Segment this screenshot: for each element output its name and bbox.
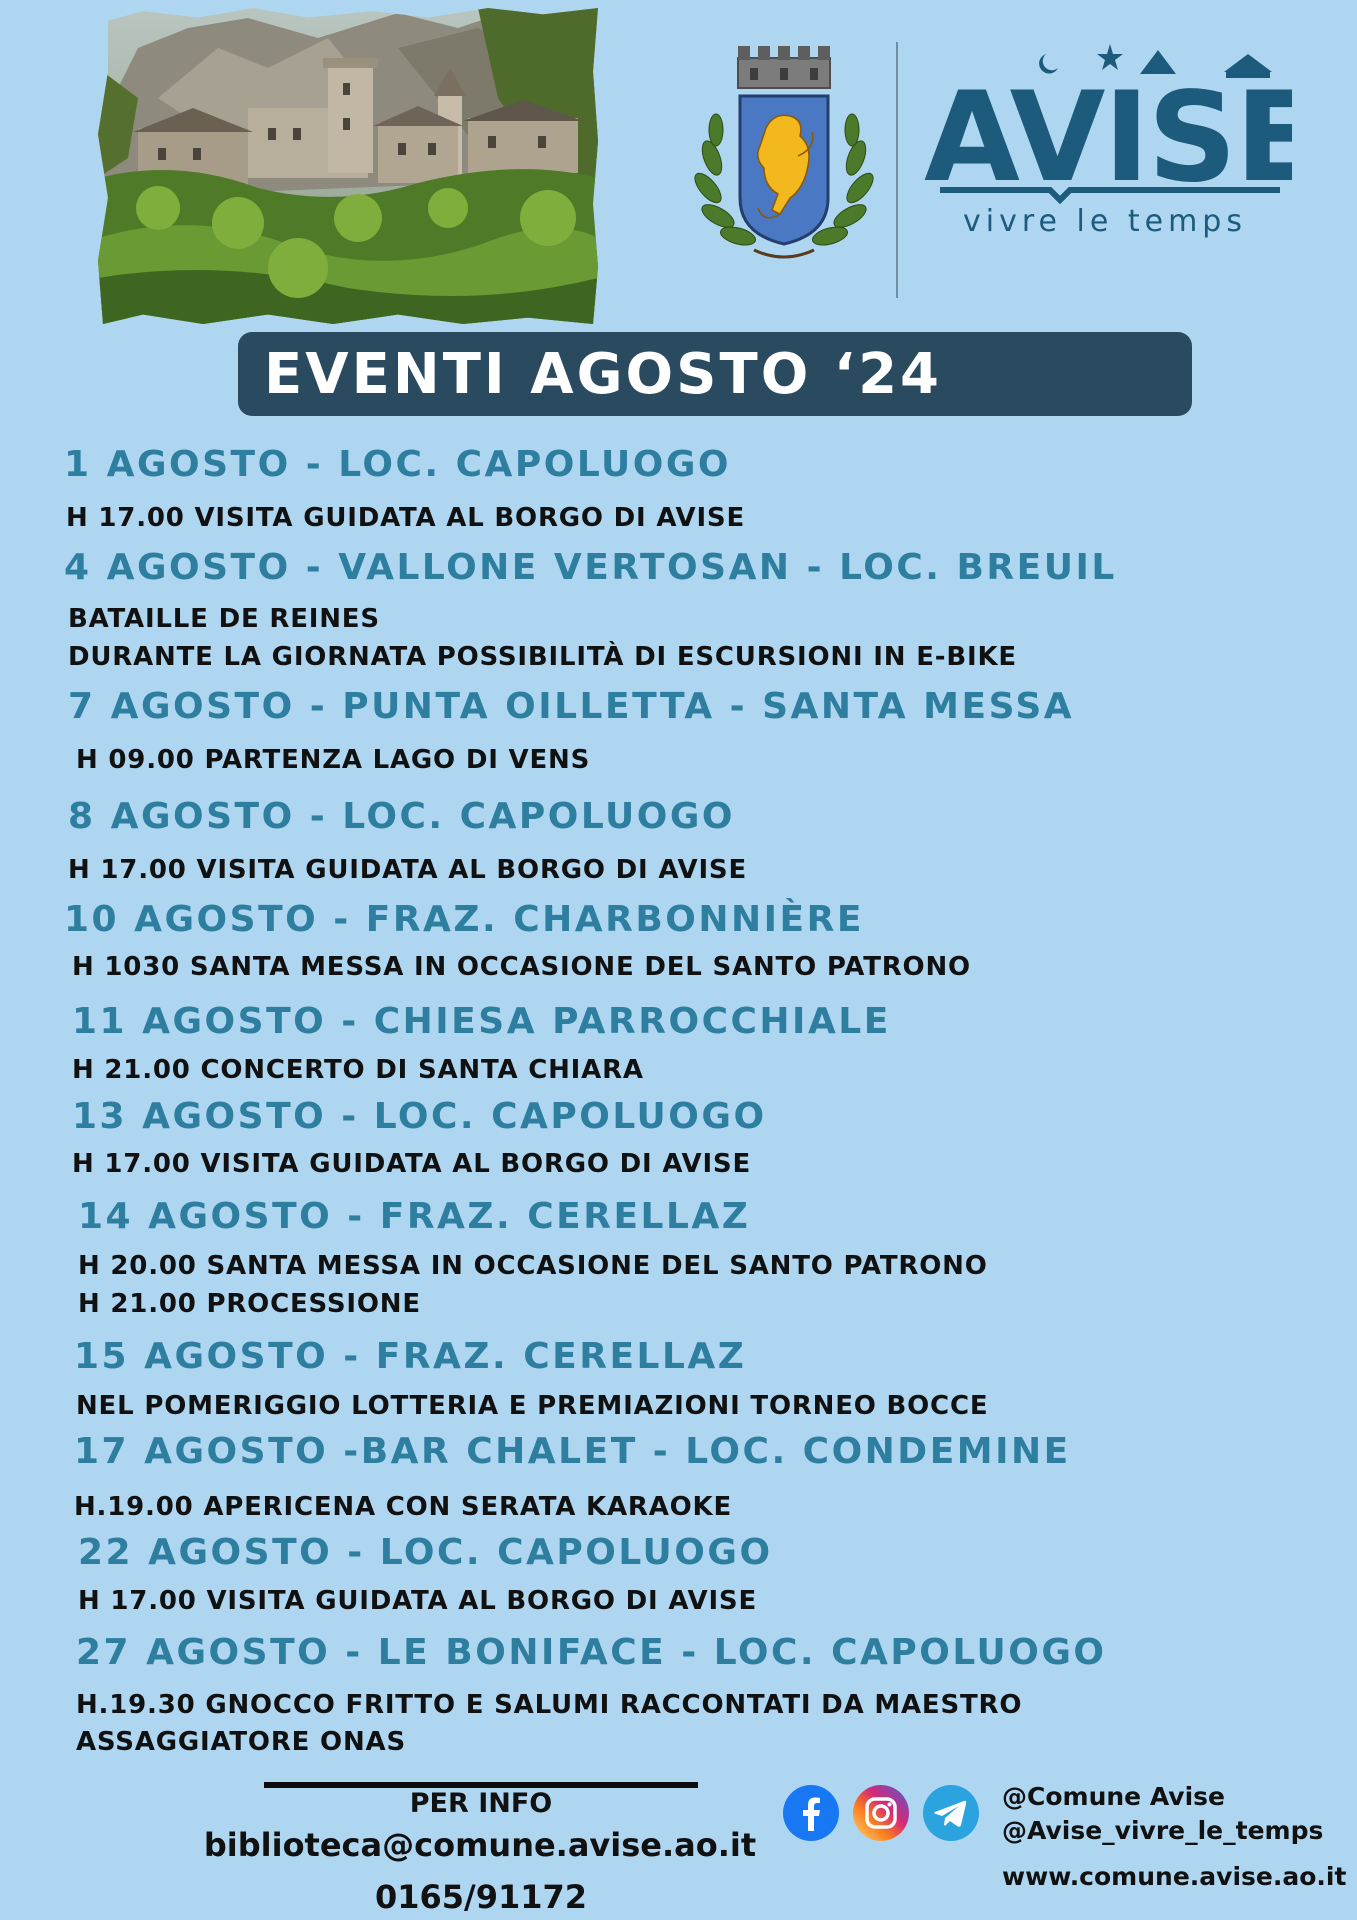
event-heading: 7 AGOSTO - PUNTA OILLETTA - SANTA MESSA <box>68 686 1075 727</box>
info-email[interactable]: biblioteca@comune.avise.ao.it <box>203 1826 757 1864</box>
event-heading: 15 AGOSTO - FRAZ. CERELLAZ <box>74 1336 747 1377</box>
instagram-handle[interactable]: @Avise_vivre_le_temps <box>1002 1816 1324 1845</box>
info-label: PER INFO <box>409 1788 553 1819</box>
event-detail: H 21.00 PROCESSIONE <box>78 1289 421 1319</box>
header-divider <box>896 42 898 298</box>
event-heading: 1 AGOSTO - LOC. CAPOLUOGO <box>64 444 731 485</box>
event-detail: H 21.00 CONCERTO DI SANTA CHIARA <box>72 1055 644 1085</box>
coat-of-arms-icon <box>694 38 874 274</box>
event-heading: 4 AGOSTO - VALLONE VERTOSAN - LOC. BREUIL <box>64 547 1117 588</box>
event-detail: H.19.00 APERICENA CON SERATA KARAOKE <box>74 1492 733 1522</box>
event-detail: BATAILLE DE REINES <box>68 604 380 634</box>
event-detail: H.19.30 GNOCCO FRITTO E SALUMI RACCONTATI DA MAESTRO <box>76 1690 1023 1720</box>
event-heading: 10 AGOSTO - FRAZ. CHARBONNIÈRE <box>64 899 864 940</box>
event-heading: 27 AGOSTO - LE BONIFACE - LOC. CAPOLUOGO <box>76 1632 1107 1673</box>
event-detail: H 17.00 VISITA GUIDATA AL BORGO DI AVISE <box>72 1149 752 1179</box>
event-detail: H 09.00 PARTENZA LAGO DI VENS <box>76 745 591 775</box>
info-phone[interactable]: 0165/91172 <box>374 1878 588 1916</box>
facebook-handle[interactable]: @Comune Avise <box>1002 1782 1225 1811</box>
event-detail: H 20.00 SANTA MESSA IN OCCASIONE DEL SANTO PATRONO <box>78 1251 988 1281</box>
village-castle-photo <box>98 8 598 324</box>
event-detail: H 1030 SANTA MESSA IN OCCASIONE DEL SANTO PATRONO <box>72 952 971 982</box>
event-detail: H 17.00 VISITA GUIDATA AL BORGO DI AVISE <box>78 1586 758 1616</box>
event-detail: ASSAGGIATORE ONAS <box>76 1727 406 1757</box>
event-heading: 14 AGOSTO - FRAZ. CERELLAZ <box>78 1196 751 1237</box>
event-detail: H 17.00 VISITA GUIDATA AL BORGO DI AVISE <box>66 503 746 533</box>
instagram-icon[interactable] <box>852 1784 910 1842</box>
event-heading: 22 AGOSTO - LOC. CAPOLUOGO <box>78 1532 773 1573</box>
page-title: EVENTI AGOSTO ‘24 <box>238 332 1192 416</box>
website-link[interactable]: www.comune.avise.ao.it <box>1002 1862 1347 1891</box>
event-heading: 17 AGOSTO -BAR CHALET - LOC. CONDEMINE <box>74 1431 1071 1472</box>
event-heading: 11 AGOSTO - CHIESA PARROCCHIALE <box>72 1001 891 1042</box>
event-detail: DURANTE LA GIORNATA POSSIBILITÀ DI ESCURSIONI IN E-BIKE <box>68 642 1017 672</box>
telegram-icon[interactable] <box>922 1784 980 1842</box>
event-heading: 13 AGOSTO - LOC. CAPOLUOGO <box>72 1096 767 1137</box>
logo-tagline: vivre le temps <box>963 204 1247 239</box>
facebook-icon[interactable] <box>782 1784 840 1842</box>
event-detail: H 17.00 VISITA GUIDATA AL BORGO DI AVISE <box>68 855 748 885</box>
avise-logo-text: AVISE <box>924 66 1292 210</box>
event-detail: NEL POMERIGGIO LOTTERIA E PREMIAZIONI TORNEO BOCCE <box>76 1391 989 1421</box>
event-heading: 8 AGOSTO - LOC. CAPOLUOGO <box>68 796 735 837</box>
